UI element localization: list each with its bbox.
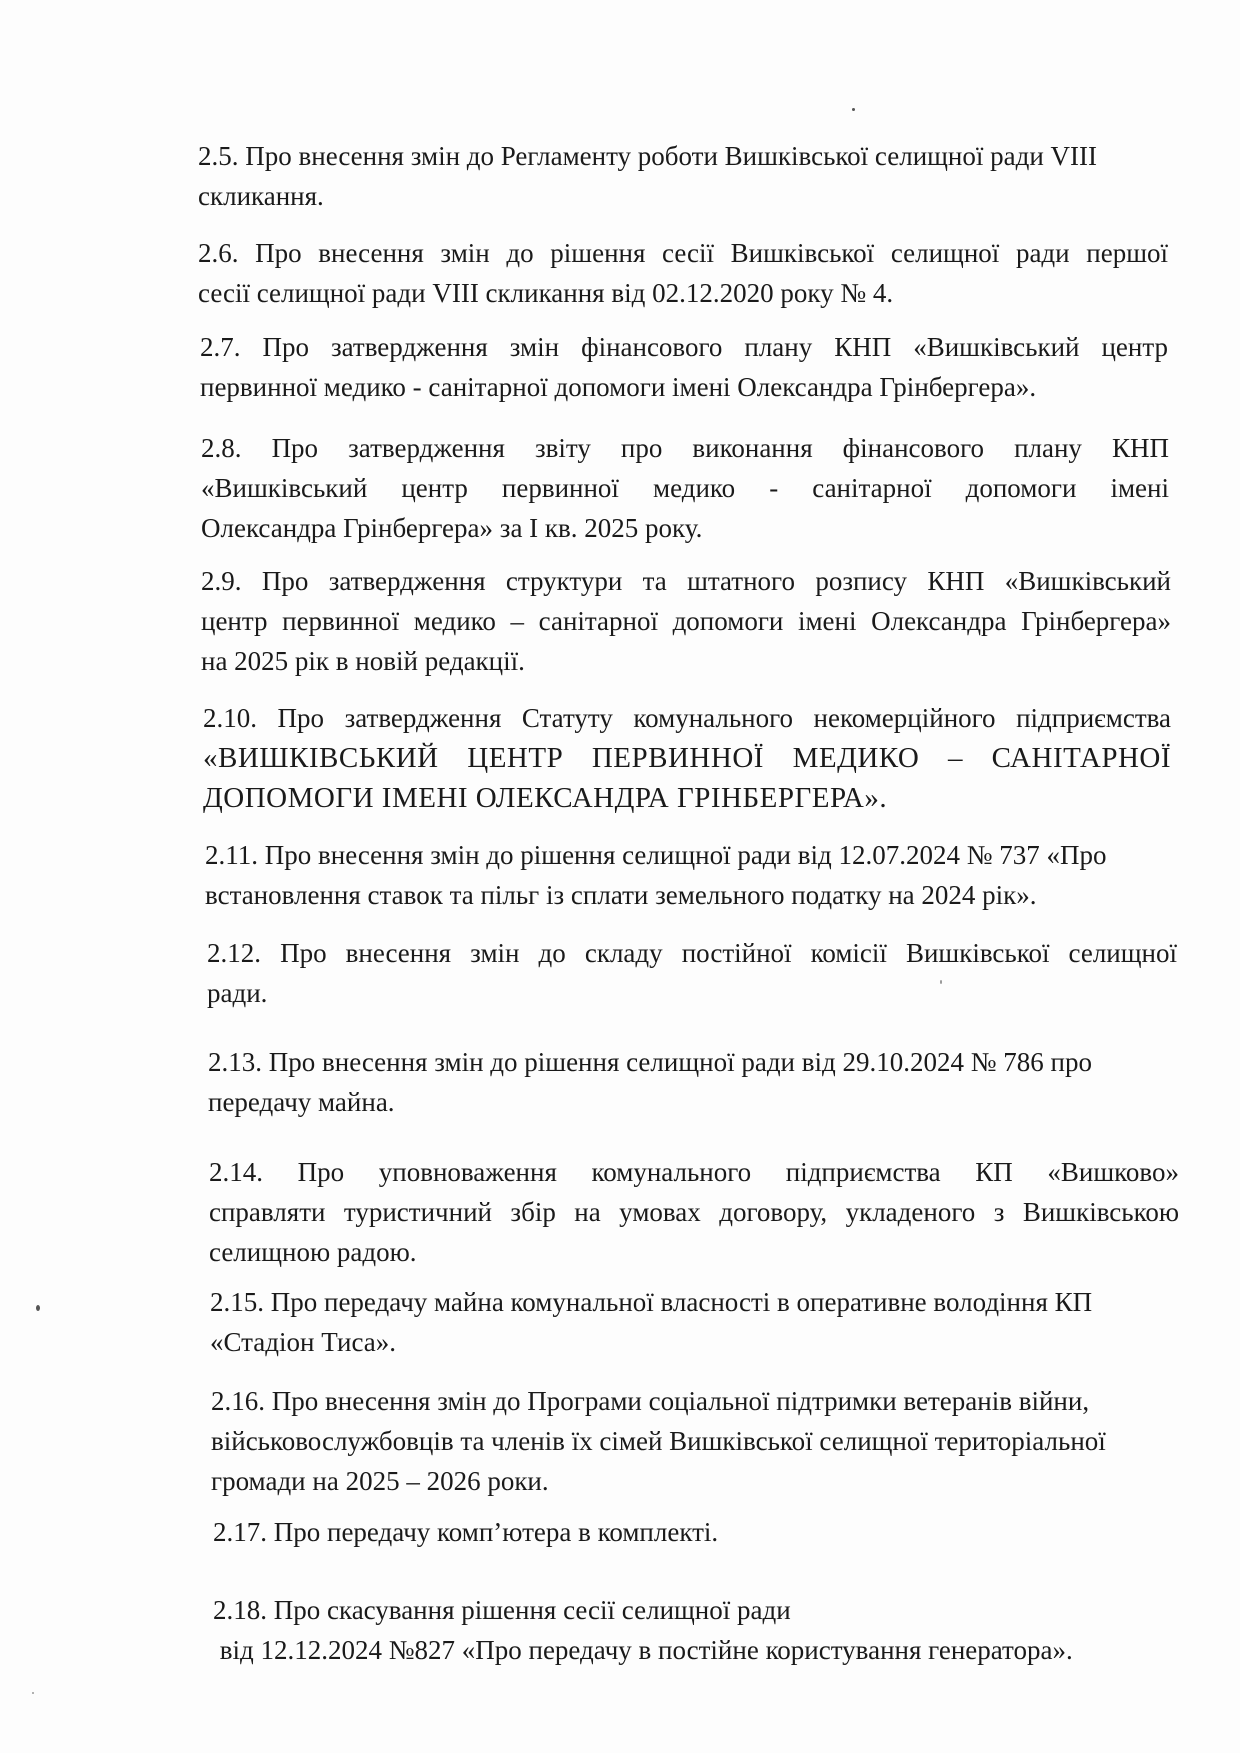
item-line: 2.14. Про уповноваження комунального підприємства КП «Вишково» xyxy=(209,1157,1179,1187)
item-line: ради. xyxy=(207,978,268,1008)
item-line: 2.12. Про внесення змін до складу постійної комісії Вишківської селищної xyxy=(207,938,1177,968)
agenda-item-2-5 xyxy=(198,136,1168,216)
item-line: 2.10. Про затвердження Статуту комунального некомерційного підприємства xyxy=(203,703,1171,733)
item-line: від 12.12.2024 №827 «Про передачу в постійне користування генератора». xyxy=(213,1635,1073,1665)
item-line: ДОПОМОГИ ІМЕНІ ОЛЕКСАНДРА ГРІНБЕРГЕРА». xyxy=(203,782,888,814)
item-line: 2.9. Про затвердження структури та штатного розпису КНП «Вишківський xyxy=(201,566,1171,596)
scan-speck xyxy=(36,1305,40,1311)
item-line: 2.5. Про внесення змін до Регламенту роботи Вишківської селищної ради VIII xyxy=(198,141,1098,171)
item-line: Олександра Грінбергера» за І кв. 2025 року. xyxy=(201,513,703,543)
agenda-item-2-13 xyxy=(208,1042,1178,1122)
item-line: «ВИШКІВСЬКИЙ ЦЕНТР ПЕРВИННОЇ МЕДИКО – САНІТАРНОЇ xyxy=(203,742,1171,774)
scan-speck xyxy=(940,980,942,984)
scan-speck xyxy=(852,108,855,111)
item-line: центр первинної медико – санітарної допомоги імені Олександра Грінбергера» xyxy=(201,606,1171,636)
item-line: скликання. xyxy=(198,181,324,211)
item-line: справляти туристичний збір на умовах договору, укладеного з Вишківською xyxy=(209,1197,1179,1227)
item-line: 2.8. Про затвердження звіту про виконання фінансового плану КНП xyxy=(201,433,1169,463)
agenda-item-2-11 xyxy=(205,835,1175,915)
scan-speck xyxy=(32,1692,34,1694)
item-line: 2.11. Про внесення змін до рішення селищної ради від 12.07.2024 № 737 «Про xyxy=(205,840,1107,870)
agenda-item-2-14 xyxy=(209,1152,1179,1272)
agenda-item-2-16 xyxy=(211,1381,1181,1501)
item-line: встановлення ставок та пільг із сплати земельного податку на 2024 рік». xyxy=(205,880,1037,910)
item-line: «Вишківський центр первинної медико - санітарної допомоги імені xyxy=(201,473,1169,503)
agenda-item-2-9 xyxy=(201,561,1171,681)
item-line: 2.18. Про скасування рішення сесії селищної ради xyxy=(213,1595,791,1625)
agenda-item-2-7 xyxy=(200,327,1168,407)
item-line: 2.13. Про внесення змін до рішення селищної ради від 29.10.2024 № 786 про xyxy=(208,1047,1092,1077)
item-line: первинної медико - санітарної допомоги імені Олександра Грінбергера». xyxy=(200,372,1037,402)
item-line: «Стадіон Тиса». xyxy=(210,1327,397,1357)
item-line: військовослужбовців та членів їх сімей Вишківської селищної територіальної xyxy=(211,1426,1106,1456)
agenda-item-2-17 xyxy=(213,1512,1183,1552)
item-line: 2.6. Про внесення змін до рішення сесії Вишківської селищної ради першої xyxy=(198,238,1168,268)
agenda-item-2-10 xyxy=(203,698,1171,818)
agenda-item-2-18 xyxy=(213,1590,1183,1670)
agenda-item-2-8 xyxy=(201,428,1169,548)
item-line: 2.16. Про внесення змін до Програми соціальної підтримки ветеранів війни, xyxy=(211,1386,1090,1416)
item-line: 2.15. Про передачу майна комунальної власності в оперативне володіння КП xyxy=(210,1287,1093,1317)
item-line: на 2025 рік в новій редакції. xyxy=(201,646,525,676)
item-line: громади на 2025 – 2026 роки. xyxy=(211,1466,549,1496)
item-line: 2.17. Про передачу комп’ютера в комплекті. xyxy=(213,1517,719,1547)
agenda-item-2-15 xyxy=(210,1282,1180,1362)
agenda-item-2-12 xyxy=(207,933,1177,1013)
item-line: 2.7. Про затвердження змін фінансового плану КНП «Вишківський центр xyxy=(200,332,1168,362)
item-line: передачу майна. xyxy=(208,1087,395,1117)
agenda-item-2-6 xyxy=(198,233,1168,313)
item-line: сесії селищної ради VIII скликання від 02.12.2020 року № 4. xyxy=(198,278,894,308)
item-line: селищною радою. xyxy=(209,1237,417,1267)
